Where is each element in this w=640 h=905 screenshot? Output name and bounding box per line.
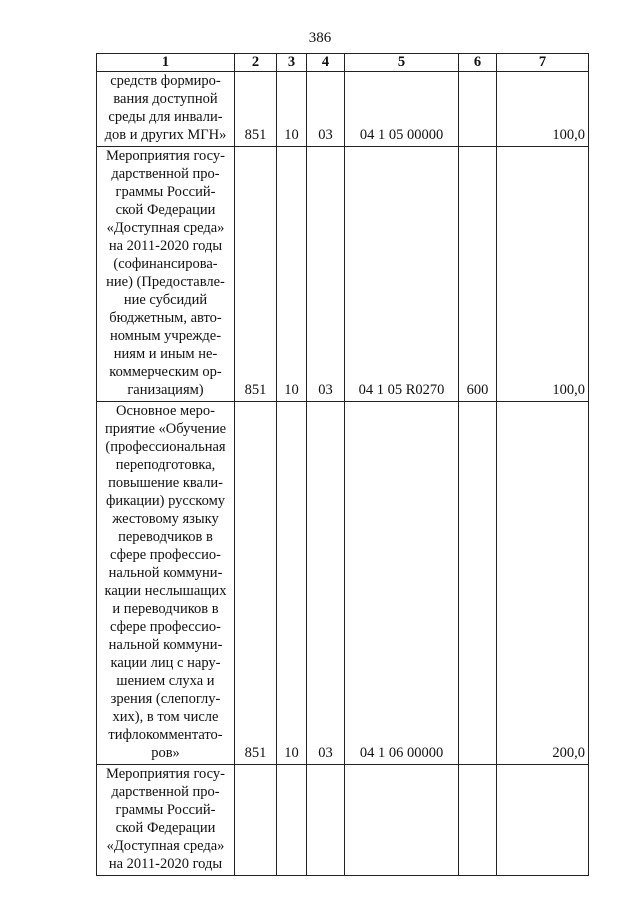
table-row [97, 147, 589, 402]
cell-expense-type [459, 72, 497, 147]
cell-code: 851 [235, 402, 277, 765]
col-header-amount: 7 [497, 54, 589, 72]
cell-section: 10 [277, 72, 307, 147]
cell-subsection: 03 [307, 72, 345, 147]
cell-amount: 200,0 [497, 402, 589, 765]
cell-section: 10 [277, 402, 307, 765]
cell-section [277, 765, 307, 876]
col-header-subsection: 4 [307, 54, 345, 72]
table-row [97, 765, 589, 876]
cell-code: 851 [235, 147, 277, 402]
cell-subsection: 03 [307, 147, 345, 402]
cell-target: 04 1 06 00000 [345, 402, 459, 765]
cell-name: Мероприятия госу- дарственной про- граммы Россий- ской Федерации «Доступная среда» на 2011-2020 годы (софинансирова- ние) (Предоставле- ние субсидий бюджетным, авто- номным учрежде- ниям и иным не- коммерческим ор- ганизациям) [97, 147, 235, 402]
header-row [97, 54, 589, 72]
cell-subsection: 03 [307, 402, 345, 765]
col-header-name: 1 [97, 54, 235, 72]
cell-name: Основное меро- приятие «Обучение (профессиональная переподготовка, повышение квали- фикации) русскому жестовому языку переводчиков в сфере профессио- нальной коммуни- кации неслышащих и переводчиков в сфере профессио- нальной коммуни- кации лиц с нару- шением слуха и зрения (слепоглу- хих), в том числе тифлокомментато- ров» [97, 402, 235, 765]
cell-expense-type: 600 [459, 147, 497, 402]
col-header-code: 2 [235, 54, 277, 72]
cell-name: Мероприятия госу- дарственной про- граммы Россий- ской Федерации «Доступная среда» на 2011-2020 годы [97, 765, 235, 876]
cell-amount: 100,0 [497, 72, 589, 147]
cell-target: 04 1 05 R0270 [345, 147, 459, 402]
cell-amount [497, 765, 589, 876]
budget-table [96, 53, 589, 876]
col-header-expense-type: 6 [459, 54, 497, 72]
col-header-section: 3 [277, 54, 307, 72]
cell-amount: 100,0 [497, 147, 589, 402]
cell-subsection [307, 765, 345, 876]
page-number: 386 [308, 30, 332, 46]
table-row [97, 72, 589, 147]
table-row [97, 402, 589, 765]
cell-expense-type [459, 402, 497, 765]
cell-code: 851 [235, 72, 277, 147]
cell-target [345, 765, 459, 876]
cell-name: средств формиро- вания доступной среды для инвали- дов и других МГН» [97, 72, 235, 147]
cell-section: 10 [277, 147, 307, 402]
cell-target: 04 1 05 00000 [345, 72, 459, 147]
cell-code [235, 765, 277, 876]
col-header-target: 5 [345, 54, 459, 72]
cell-expense-type [459, 765, 497, 876]
